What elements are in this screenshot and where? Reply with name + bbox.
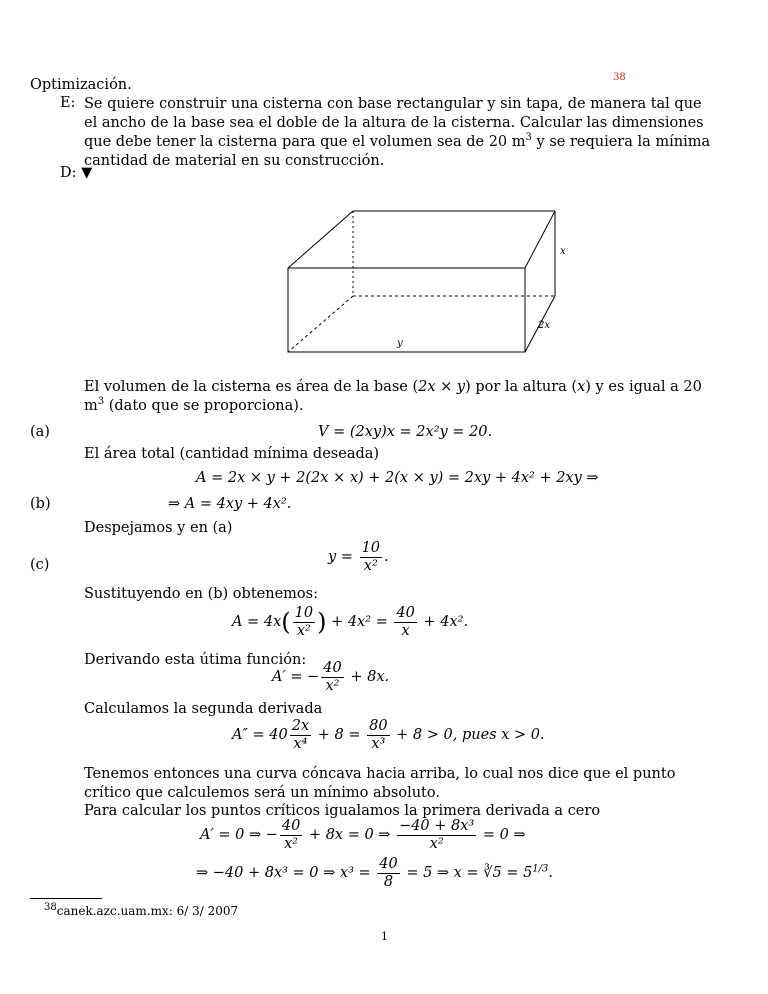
volume-text-f: (dato que se proporciona). [104,398,304,414]
development-label [60,165,92,181]
eq-c-end: . [384,549,389,566]
eq-c-den: x² [363,557,378,574]
eq-crit1-num2: −40 + 8x³ [399,818,475,834]
eq-crit2-den: 8 [383,873,394,890]
eq-crit1-p1: A′ = 0 ⇒ − [200,827,278,844]
eq-crit2-root: ∛5 [483,865,502,882]
eq-sub-num1: 10 [294,605,314,621]
derive-intro: Derivando esta útima función: [84,652,307,668]
eq-d2-den2: x³ [371,735,386,752]
eq-crit2-p2: = 5 ⇒ x = [406,865,479,882]
eq-crit1-frac2 [397,818,476,852]
eq-crit1-den2: x² [429,835,444,852]
eq-c-tag: (c) [30,557,50,573]
eq-d2-den1: x⁴ [293,735,308,752]
eq-a: V = (2xy)x = 2x²y = 20. [318,424,493,440]
eq-crit1-num1: 40 [281,818,301,834]
eq-crit2-num: 40 [379,856,398,872]
eq-sub-num2: 40 [396,605,415,621]
eq-d2-num2: 80 [369,718,388,734]
eq-d1-num: 40 [323,660,342,676]
critical-intro: Para calcular los puntos críticos igualamos la primera derivada a cero [84,803,601,819]
eq-b-line1: A = 2x × y + 2(2x × x) + 2(x × y) = 2xy + 4x² + 2xy ⇒ [196,470,599,486]
volume-text-a: El volumen de la cisterna es área de la base ( [84,379,419,395]
footnote [44,904,238,918]
eq-crit2-p3: = 5 [506,865,533,882]
eq-sub-paren-open: ( [281,608,291,637]
page-number: 1 [381,930,388,943]
volume-text-sup: 3 [97,396,105,408]
edge-top-left [288,211,353,268]
conclusion-text: Tenemos entonces una curva cóncava hacia arriba, lo cual nos dice que el punto crítico que calculemos será un mínimo absoluto. [84,766,676,801]
volume-text-e: ) y es igual a 20 m [84,379,702,414]
volume-text-b: 2x × y [418,379,466,395]
edge-top-right [525,211,555,268]
eq-crit2-p1: ⇒ −40 + 8x³ = 0 ⇒ x³ = [196,865,371,882]
eq-crit2 [196,856,553,890]
eq-b: ⇒ A = 4xy + 4x². [168,496,292,512]
development-label-text: D: [60,165,77,181]
eq-sub-p2: + 4x² = [331,614,388,631]
eq-crit1-p3: = 0 ⇒ [482,827,526,844]
footnote-marker-bottom: 38 [44,902,57,913]
eq-d2-frac2 [367,718,389,752]
eq-b-tag: (b) [30,496,51,512]
label-x: x [560,246,566,257]
eq-d1-den: x² [325,677,340,694]
eq-crit2-p4: . [548,865,553,882]
volume-text-c: ) por la altura ( [465,379,578,395]
front-face [288,268,525,352]
eq-d1-rhs: + 8x. [350,669,390,686]
label-y: y [397,338,403,349]
eq-crit1-p2: + 8x = 0 ⇒ [308,827,391,844]
eq-d2-frac1 [290,718,311,752]
eq-sub-frac1 [293,605,315,639]
eq-a-tag: (a) [30,424,50,440]
eq-crit1-den1: x² [284,835,299,852]
volume-text-d: x [577,379,586,395]
eq-sub-den1: x² [296,622,311,639]
eq-crit2-exp: 1/3 [532,863,549,875]
eq-sub-p1: A = 4x [232,614,282,631]
volume-text [84,378,714,416]
edge-hidden-diagonal [288,296,353,352]
eq-d2 [232,718,545,752]
eq-c-lhs: y = [328,549,353,566]
label-2x: 2x [538,320,551,331]
eq-c [328,540,389,574]
statement-text-sup: 3 [525,132,532,144]
eq-d2-rhs: + 8 > 0, pues x > 0. [396,727,545,744]
eq-crit2-frac [377,856,399,890]
eq-sub-paren-close: ) [317,608,327,637]
eq-d1-lhs: A′ = − [272,669,320,686]
eq-sub-frac2 [394,605,416,639]
footnote-marker: 38 [613,72,626,83]
eq-c-num: 10 [361,540,381,556]
eq-d1 [272,660,389,694]
eq-sub [232,605,468,639]
eq-crit1-frac1 [280,818,302,852]
section-title: Optimización. [30,77,132,93]
statement-text-a: Se quiere construir una cisterna con base rectangular y sin tapa, de manera tal que el ancho de la base sea el doble de la altura de la cisterna. Calcular las dimensiones que debe tener la cisterna para que el volumen sea de 20 m [84,96,704,150]
eq-sub-den2: x [401,622,410,639]
area-intro: El área total (cantidad mínima deseada) [84,446,380,462]
cistern-figure [280,205,580,365]
substitute-intro: Sustituyendo en (b) obtenemos: [84,586,318,602]
eq-crit1 [200,818,526,852]
triangle-down-icon: ▼ [81,165,93,181]
eq-d2-mid: + 8 = [317,727,361,744]
footnote-text: canek.azc.uam.mx: 6/ 3/ 2007 [56,904,239,918]
statement-text [84,95,714,171]
second-intro: Calculamos la segunda derivada [84,701,323,717]
footnote-rule [30,898,102,899]
eq-d2-num1: 2x [291,718,310,734]
statement-label: E: [60,95,76,111]
eq-d2-lhs: A″ = 40 [232,727,288,744]
statement-text-b: y se requiera la mínima cantidad de material en su construcción. [84,134,711,169]
eq-sub-p3: + 4x². [423,614,469,631]
eq-c-frac [360,540,382,574]
solve-y-intro: Despejamos y en (a) [84,520,233,536]
eq-d1-frac [321,660,343,694]
